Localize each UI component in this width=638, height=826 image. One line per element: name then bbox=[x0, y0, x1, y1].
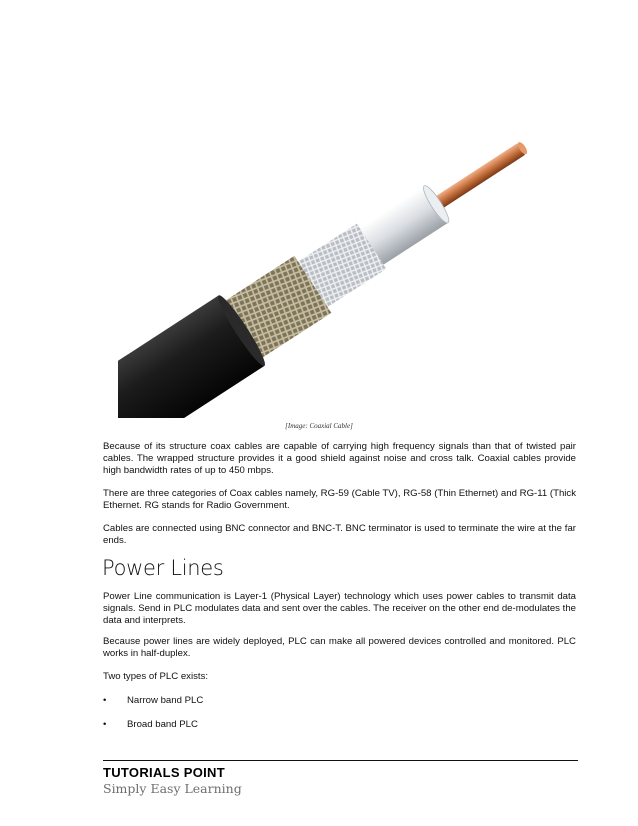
coax-paragraph-1: Because of its structure coax cables are capable of carrying high frequency signals than that of twisted pair cables. The wrapped structure provides it a good shield against noise and cross talk. Coaxial cables provide high bandwidth rates of up to 450 mbps. bbox=[103, 441, 576, 476]
section-heading-power-lines: Power Lines bbox=[102, 556, 224, 580]
list-item bbox=[103, 719, 198, 731]
coax-paragraph-2: There are three categories of Coax cables namely, RG-59 (Cable TV), RG-58 (Thin Ethernet) and RG-11 (Thick Ethernet. RG stands for Radio Government. bbox=[103, 488, 576, 511]
plc-paragraph-1: Power Line communication is Layer-1 (Physical Layer) technology which uses power cables to transmit data signals. Send in PLC modulates data and sent over the cables. The receiver on the other end de-modulates the data and interprets. bbox=[103, 591, 576, 626]
footer-divider bbox=[103, 760, 578, 761]
coaxial-cable-image bbox=[118, 118, 558, 418]
footer-brand: TUTORIALS POINT bbox=[103, 765, 225, 780]
footer-tagline: Simply Easy Learning bbox=[103, 781, 242, 796]
figure-caption: [Image: Coaxial Cable] bbox=[285, 422, 353, 430]
list-item bbox=[103, 695, 203, 707]
list-item-label: Narrow band PLC bbox=[127, 695, 204, 706]
plc-paragraph-3: Two types of PLC exists: bbox=[103, 671, 209, 682]
list-item-label: Broad band PLC bbox=[127, 719, 198, 730]
plc-paragraph-2: Because power lines are widely deployed, PLC can make all powered devices controlled and monitored. PLC works in half-duplex. bbox=[103, 636, 576, 659]
coax-paragraph-3: Cables are connected using BNC connector and BNC-T. BNC terminator is used to terminate the wire at the far ends. bbox=[103, 523, 576, 546]
bullet-icon: • bbox=[103, 695, 107, 706]
bullet-icon: • bbox=[103, 719, 107, 730]
